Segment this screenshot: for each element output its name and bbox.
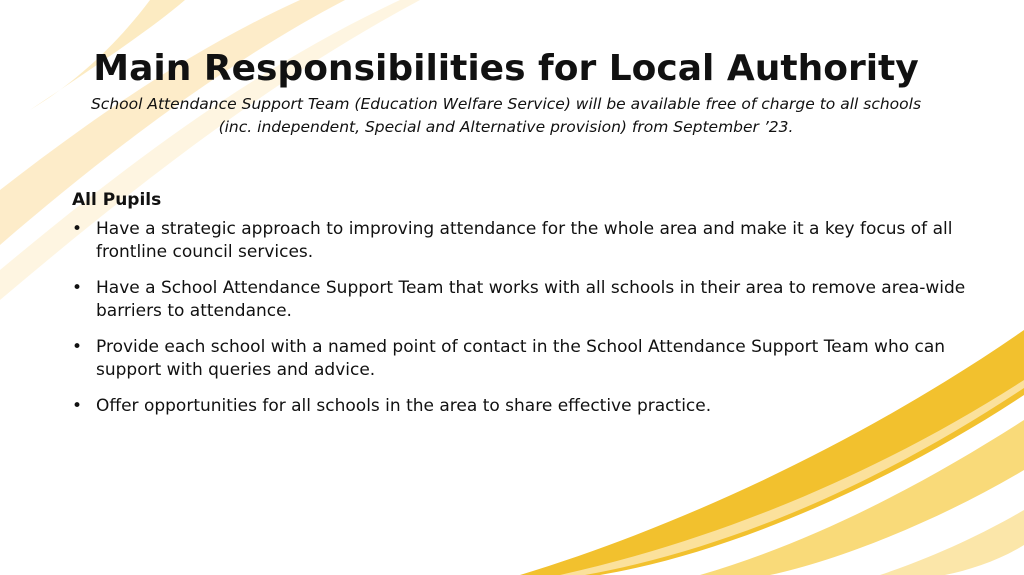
list-item-text: Have a strategic approach to improving attendance for the whole area and make it a key focus of all frontline council services.	[96, 219, 953, 262]
section-heading-all-pupils: All Pupils	[72, 190, 162, 210]
slide-subtitle: School Attendance Support Team (Education Welfare Service) will be available free of charge to all schools (inc. independent, Special and Alternative provision) from September ’23.	[90, 95, 922, 136]
list-item	[72, 395, 972, 418]
responsibilities-list	[72, 218, 972, 431]
list-item-text: Provide each school with a named point of contact in the School Attendance Support Team who can support with queries and advice.	[96, 337, 946, 380]
bullet-icon: •	[72, 278, 83, 298]
slide-title: Main Responsibilities for Local Authority	[93, 48, 919, 89]
bullet-icon: •	[72, 337, 83, 357]
list-item-text: Have a School Attendance Support Team that works with all schools in their area to remove area-wide barriers to attendance.	[96, 278, 966, 321]
bullet-icon: •	[72, 219, 83, 239]
list-item	[72, 218, 972, 264]
list-item-text: Offer opportunities for all schools in the area to share effective practice.	[96, 396, 712, 416]
list-item	[72, 277, 972, 323]
bullet-icon: •	[72, 396, 83, 416]
list-item	[72, 336, 972, 382]
